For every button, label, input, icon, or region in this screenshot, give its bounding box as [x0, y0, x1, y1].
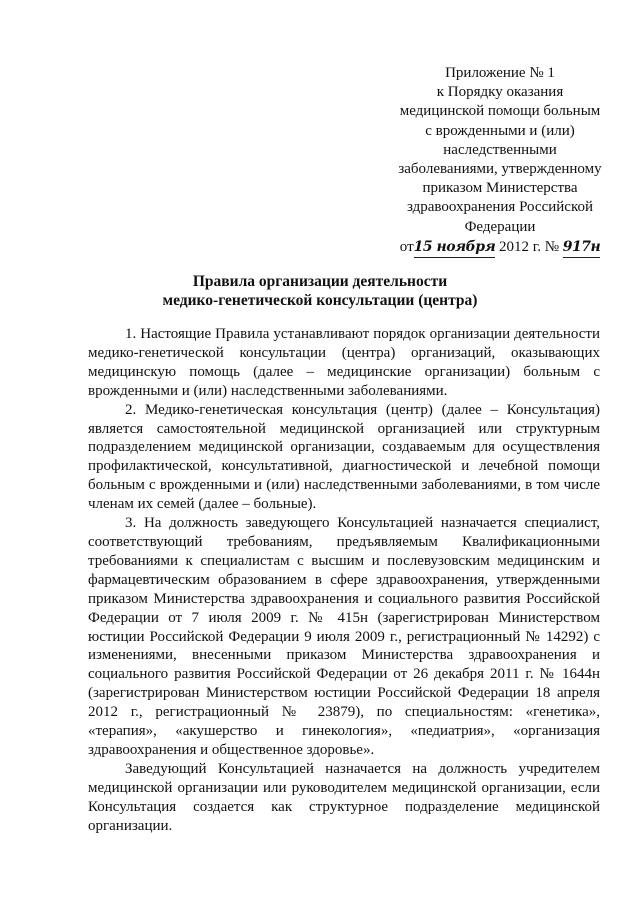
paragraph-4: Заведующий Консультацией назначается на должность учредителем медицинской организации или руководителем медицинской организации, если Консультация создается как структурное подразделение медицинской организации. — [88, 760, 600, 834]
title-line-2: медико-генетической консультации (центра) — [162, 292, 478, 309]
appendix-line: к Порядку оказания — [436, 84, 564, 101]
appendix-line: Приложение № 1 — [445, 65, 555, 81]
order-year: 2012 г. № — [498, 238, 560, 255]
paragraph-2: 2. Медико-генетическая консультация (центр) (далее – Консультация) является самостоятельной медицинской организацией или структурным подразделением медицинской организации, создаваемым для осуществления профилактической, консультативной, диагностической и лечебной помощи больным с врожденными и (или) наследственными заболеваниями, в том числе членам их семей (далее – больные). — [88, 401, 600, 513]
appendix-line: наследственными — [443, 141, 557, 158]
paragraph-3: 3. На должность заведующего Консультацией назначается специалист, соответствующий требованиям, предъявляемым Квалификационными требованиями к специалистам с высшим и послевузовским медицинским и фармацевтическим образованием в сфере здравоохранения, утвержденными приказом Министерства здравоохранения и социального развития Российской Федерации от 7 июля 2009 г. № 415н (зарегистрирован Министерством юстиции Российской Федерации 9 июля 2009 г., регистрационный № 14292) с изменениями, внесенными приказом Министерства здравоохранения и социального развития Российской Федерации от 26 декабря 2011 г. № 1644н (зарегистрирован Министерством юстиции Российской Федерации 18 апреля 2012 г., регистрационный № 23879), по специальностям: «генетика», «терапия», «акушерство и гинекология», «педиатрия», «организация здравоохранения и общественное здоровье». — [88, 515, 600, 758]
handwritten-order-number: 917н — [563, 238, 600, 258]
order-date-line — [380, 238, 620, 258]
handwritten-date: 15 ноября — [414, 238, 496, 258]
title-line-1: Правила организации деятельности — [192, 273, 448, 290]
appendix-line: заболеваниями, утвержденному — [398, 161, 602, 178]
appendix-line: с врожденными и (или) — [425, 122, 575, 139]
document-title — [0, 272, 640, 310]
paragraph-1: 1. Настоящие Правила устанавливают порядок организации деятельности медико-генетической консультации (центра) организаций, оказывающих медицинскую помощь (далее – медицинские организации) больным с врожденными и (или) наследственными заболеваниями. — [88, 326, 600, 399]
document-body — [88, 325, 600, 835]
appendix-line: здравоохранения Российской — [406, 199, 594, 216]
appendix-line: приказом Министерства — [422, 180, 578, 197]
order-date-prefix: от — [399, 238, 414, 255]
appendix-line: медицинской помощи больным — [399, 103, 601, 120]
appendix-line: Федерации — [464, 218, 536, 235]
appendix-header — [380, 64, 620, 258]
